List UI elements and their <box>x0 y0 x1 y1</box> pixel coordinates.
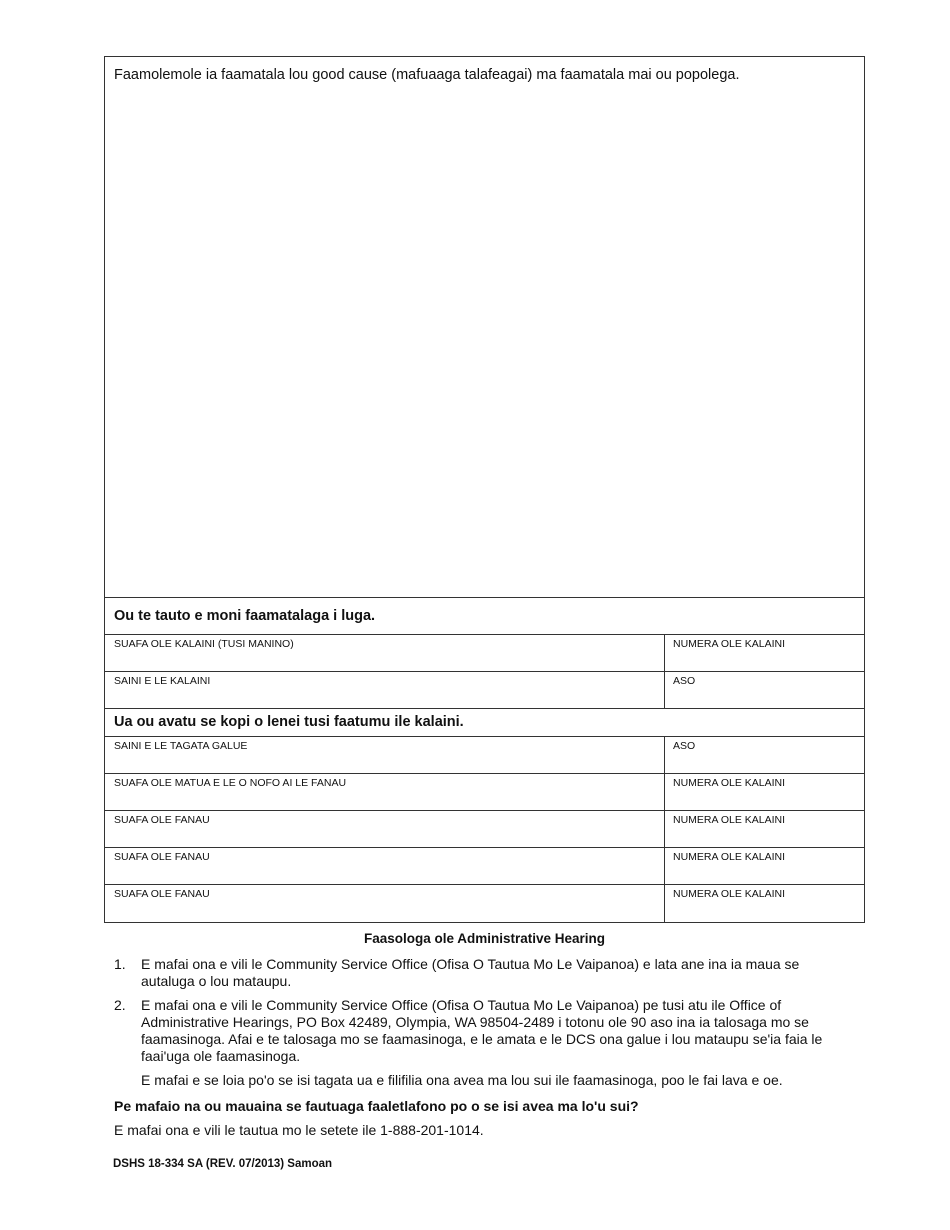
child-name-field[interactable] <box>105 848 665 884</box>
field-label: SUAFA OLE MATUA E LE O NOFO AI LE FANAU <box>114 777 347 789</box>
hearing-process-title: Faasologa ole Administrative Hearing <box>363 931 606 946</box>
worker-signature-row <box>105 737 864 774</box>
worker-signature-field[interactable] <box>105 737 665 773</box>
child-row <box>105 885 864 922</box>
field-label: ASO <box>673 740 696 752</box>
list-number: 2. <box>114 997 126 1013</box>
field-label: NUMERA OLE KALAINI <box>673 851 786 863</box>
legal-advice-answer: E mafai ona e vili le tautua mo le setete ile 1-888-201-1014. <box>114 1122 484 1138</box>
field-label: NUMERA OLE KALAINI <box>673 814 786 826</box>
child-row <box>105 848 864 885</box>
list-text: E mafai ona e vili le Community Service Office (Ofisa O Tautua Mo Le Vaipanoa) e lata ane ina ia maua se autaluga o lou mataupu. <box>141 956 800 989</box>
client-number-field[interactable] <box>665 635 864 671</box>
worker-date-field[interactable] <box>665 737 864 773</box>
legal-advice-question: Pe mafaio na ou mauaina se fautuaga faaletlafono po o se isi avea ma lo'u sui? <box>114 1098 639 1114</box>
client-signature-row <box>105 672 864 709</box>
child-row <box>105 811 864 848</box>
field-label: ASO <box>673 675 696 687</box>
field-label: SAINI E LE KALAINI <box>114 675 211 687</box>
child-number-field[interactable] <box>665 811 864 847</box>
explanation-area[interactable] <box>105 57 864 598</box>
list-item <box>104 956 865 990</box>
explanation-prompt: Faamolemole ia faamatala lou good cause (mafuaaga talafeagai) ma faamatala mai ou popolega. <box>114 67 740 83</box>
field-label: SUAFA OLE FANAU <box>114 888 210 900</box>
form-box <box>104 56 865 923</box>
field-label: SUAFA OLE KALAINI (TUSI MANINO) <box>114 638 294 650</box>
field-label: NUMERA OLE KALAINI <box>673 777 786 789</box>
client-name-field[interactable] <box>105 635 665 671</box>
noncustodial-parent-number-field[interactable] <box>665 774 864 810</box>
list-text: E mafai ona e vili le Community Service Office (Ofisa O Tautua Mo Le Vaipanoa) pe tusi atu ile Office of Administrative Hearings, PO Box 42489, Olympia, WA 98504-2489 i totonu ole 90 aso ina ia talosaga mo se faamasinoga. Afai e te talosaga mo se faamasinoga, e le amata e le DCS ona galue i lou mataupu se'ia faia le faai'uga ole faamasinoga. <box>141 997 823 1064</box>
client-date-field[interactable] <box>665 672 864 708</box>
form-footer: DSHS 18-334 SA (REV. 07/2013) Samoan <box>113 1158 333 1170</box>
field-label: SUAFA OLE FANAU <box>114 814 210 826</box>
noncustodial-parent-name-field[interactable] <box>105 774 665 810</box>
client-name-row <box>105 635 864 672</box>
list-item <box>104 997 865 1065</box>
client-signature-field[interactable] <box>105 672 665 708</box>
child-name-field[interactable] <box>105 885 665 922</box>
child-number-field[interactable] <box>665 885 864 922</box>
attest-heading: Ou te tauto e moni faamatalaga i luga. <box>105 598 864 635</box>
field-label: SAINI E LE TAGATA GALUE <box>114 740 248 752</box>
field-label: SUAFA OLE FANAU <box>114 851 210 863</box>
list-number: 1. <box>114 956 126 972</box>
hearing-process-section <box>104 930 865 1139</box>
child-number-field[interactable] <box>665 848 864 884</box>
copy-heading: Ua ou avatu se kopi o lenei tusi faatumu ile kalaini. <box>105 709 864 737</box>
field-label: NUMERA OLE KALAINI <box>673 638 786 650</box>
representative-note: E mafai e se loia po'o se isi tagata ua e filifilia ona avea ma lou sui ile faamasinoga, poo le fai lava e oe. <box>141 1072 783 1088</box>
field-label: NUMERA OLE KALAINI <box>673 888 786 900</box>
child-name-field[interactable] <box>105 811 665 847</box>
noncustodial-parent-row <box>105 774 864 811</box>
